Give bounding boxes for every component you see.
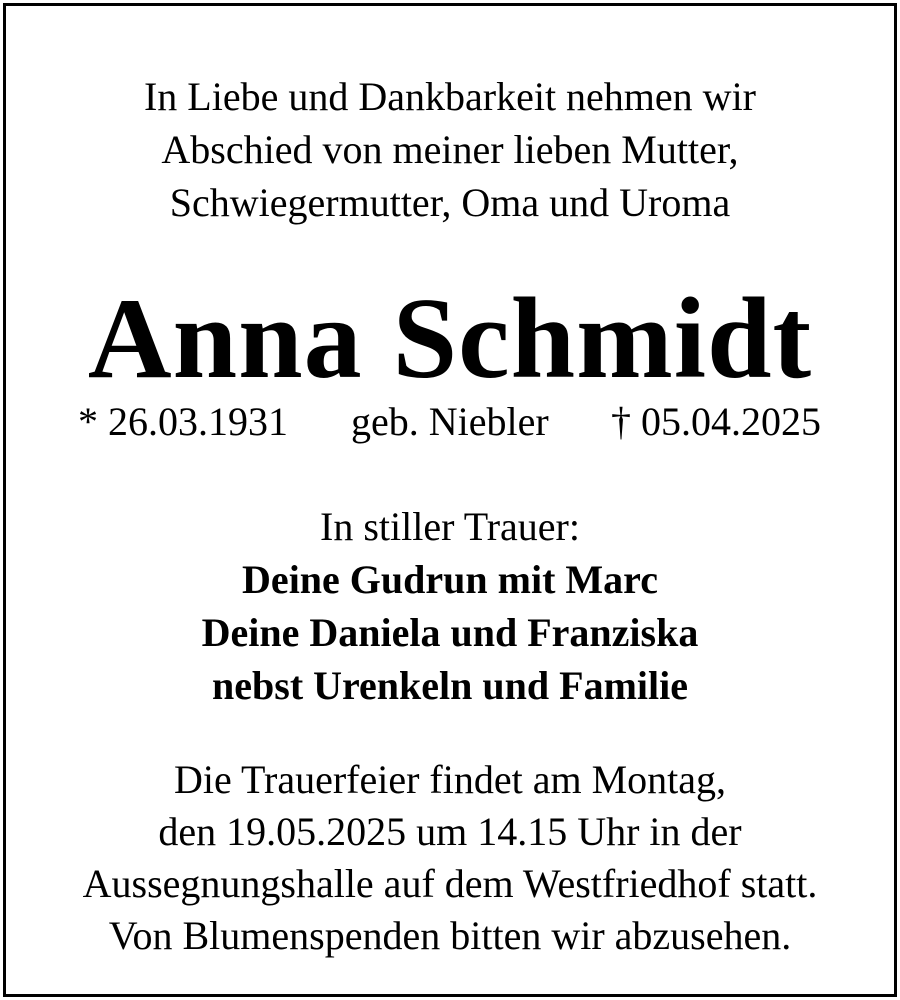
- mourner-line: nebst Urenkeln und Familie: [212, 663, 688, 708]
- ceremony-line: Aussegnungshalle auf dem Westfriedhof statt.: [82, 861, 818, 906]
- death-date: † 05.04.2025: [611, 399, 821, 444]
- mourners-heading: In stiller Trauer:: [320, 504, 580, 549]
- ceremony-line: den 19.05.2025 um 14.15 Uhr in der: [158, 809, 742, 854]
- ceremony-line: Die Trauerfeier findet am Montag,: [173, 757, 727, 802]
- maiden-name: geb. Niebler: [351, 399, 549, 444]
- obituary-notice: [3, 3, 897, 997]
- intro-line: Schwiegermutter, Oma und Uroma: [169, 180, 731, 225]
- mourner-line: Deine Daniela und Franziska: [201, 610, 699, 655]
- intro-line: Abschied von meiner lieben Mutter,: [161, 127, 739, 172]
- mourners-block: [6, 500, 894, 712]
- ceremony-info: [6, 754, 894, 962]
- intro-line: In Liebe und Dankbarkeit nehmen wir: [143, 74, 756, 119]
- deceased-name: Anna Schmidt: [87, 275, 813, 403]
- mourner-line: Deine Gudrun mit Marc: [242, 557, 658, 602]
- ceremony-line: Von Blumenspenden bitten wir abzusehen.: [108, 913, 792, 958]
- birth-date: * 26.03.1931: [78, 399, 288, 444]
- intro-text: [6, 70, 894, 229]
